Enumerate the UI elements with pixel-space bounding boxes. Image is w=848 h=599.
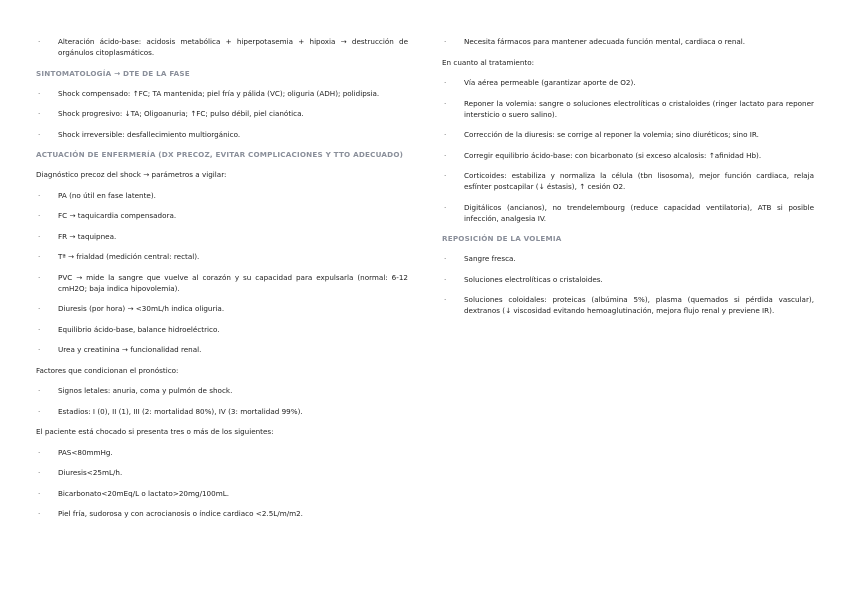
bullet-dot-icon: · xyxy=(38,88,41,98)
bullet-dot-icon: · xyxy=(444,78,447,87)
bullet-text: Alteración ácido-base: acidosis metabólica + hiperpotasemia + hipoxia → destrucción de orgánulos citoplasmáticos. xyxy=(58,37,408,57)
bullet-item xyxy=(442,170,814,192)
left-column xyxy=(36,36,408,529)
bullet-dot-icon: · xyxy=(38,37,41,46)
bullet-text: Shock progresivo: ↓TA; Oligoanuria; ↑FC; pulso débil, piel cianótica. xyxy=(58,109,304,118)
bullet-text: FR → taquipnea. xyxy=(58,231,117,241)
bullet-text: Corticoides: estabiliza y normaliza la célula (tbn lisosoma), mejor función cardiaca, relaja esfínter postcapilar (↓ éstasis), ↑ cesión O2. xyxy=(464,171,814,191)
bullet-text: Reponer la volemia: sangre o soluciones electrolíticas o cristaloides (ringer lactato para reponer intersticio o suero salino). xyxy=(464,98,814,119)
bullet-dot-icon: · xyxy=(38,252,41,261)
bullet-text: Sangre fresca. xyxy=(464,254,516,263)
bullet-dot-icon: · xyxy=(38,211,41,220)
bullet-text: Piel fría, sudorosa y con acrocianosis o índice cardiaco <2.5L/m/m2. xyxy=(58,509,303,518)
bullet-dot-icon: · xyxy=(38,447,41,457)
bullet-item xyxy=(36,251,408,262)
paragraph: Diagnóstico precoz del shock → parámetros a vigilar: xyxy=(36,170,227,179)
bullet-item xyxy=(36,129,408,140)
bullet-item xyxy=(36,488,408,499)
bullet-dot-icon: · xyxy=(444,130,447,139)
paragraph: El paciente está chocado si presenta tres o más de los siguientes: xyxy=(36,427,274,436)
bullet-item xyxy=(36,385,408,396)
bullet-text: Soluciones electrolíticas o cristaloides. xyxy=(464,274,603,284)
bullet-item xyxy=(36,272,408,294)
bullet-text: Equilibrio ácido-base, balance hidroeléctrico. xyxy=(58,324,220,334)
bullet-item xyxy=(36,467,408,478)
paragraph: Factores que condicionan el pronóstico: xyxy=(36,365,179,375)
bullet-item xyxy=(442,294,814,316)
bullet-item xyxy=(36,508,408,519)
bullet-text: PAS<80mmHg. xyxy=(58,447,113,457)
bullet-text: PVC → mide la sangre que vuelve al corazón y su capacidad para expulsarla (normal: 6-12 cmH2O; baja indica hipovolemia). xyxy=(58,272,408,293)
bullet-text: Diuresis<25mL/h. xyxy=(58,468,123,477)
bullet-dot-icon: · xyxy=(444,37,447,46)
bullet-text: FC → taquicardia compensadora. xyxy=(58,211,177,220)
bullet-text: Estadios: I (0), II (1), III (2: mortalidad 80%), IV (3: mortalidad 99%). xyxy=(58,406,303,416)
bullet-dot-icon: · xyxy=(38,304,41,313)
bullet-text: Corrección de la diuresis: se corrige al reponer la volemia; sino diuréticos; sino IR. xyxy=(464,130,759,139)
paragraph: En cuanto al tratamiento: xyxy=(442,57,535,67)
bullet-item xyxy=(442,36,814,47)
bullet-dot-icon: · xyxy=(38,231,41,241)
bullet-dot-icon: · xyxy=(444,202,447,212)
bullet-item xyxy=(442,77,814,88)
bullet-dot-icon: · xyxy=(38,406,41,416)
section-heading: SINTOMATOLOGÍA → DTE DE LA FASE xyxy=(36,68,190,78)
bullet-dot-icon: · xyxy=(444,295,447,304)
bullet-text: Bicarbonato<20mEq/L o lactato>20mg/100mL. xyxy=(58,488,229,498)
bullet-item xyxy=(36,344,408,355)
bullet-dot-icon: · xyxy=(38,190,41,200)
bullet-item xyxy=(36,406,408,417)
bullet-text: Shock compensado: ↑FC; TA mantenida; piel fría y pálida (VC); oliguria (ADH); polidipsia. xyxy=(58,88,380,98)
bullet-text: Signos letales: anuria, coma y pulmón de shock. xyxy=(58,386,233,395)
bullet-item xyxy=(442,98,814,120)
bullet-item xyxy=(36,36,408,58)
right-column xyxy=(442,36,814,326)
bullet-text: Urea y creatinina → funcionalidad renal. xyxy=(58,345,202,354)
bullet-item xyxy=(442,129,814,140)
bullet-item xyxy=(36,190,408,201)
bullet-item xyxy=(442,202,814,224)
bullet-item xyxy=(442,274,814,285)
bullet-item xyxy=(442,150,814,161)
bullet-item xyxy=(442,253,814,264)
bullet-dot-icon: · xyxy=(38,488,41,498)
bullet-item xyxy=(36,324,408,335)
bullet-dot-icon: · xyxy=(38,109,41,118)
bullet-dot-icon: · xyxy=(444,98,447,108)
bullet-dot-icon: · xyxy=(38,324,41,334)
bullet-item xyxy=(36,108,408,119)
bullet-dot-icon: · xyxy=(38,272,41,282)
bullet-dot-icon: · xyxy=(38,509,41,518)
section-heading: ACTUACIÓN DE ENFERMERÍA (DX PRECOZ, EVITAR COMPLICACIONES Y TTO ADECUADO) xyxy=(36,150,404,159)
bullet-dot-icon: · xyxy=(444,254,447,263)
section-heading: REPOSICIÓN DE LA VOLEMIA xyxy=(442,234,562,243)
bullet-text: Shock irreversible: desfallecimiento multiorgánico. xyxy=(58,129,241,139)
bullet-text: Digitálicos (ancianos), no trendelembourg (reduce capacidad ventilatoria), ATB si posible infección, analgesia IV. xyxy=(464,202,814,223)
bullet-dot-icon: · xyxy=(38,129,41,139)
bullet-dot-icon: · xyxy=(38,386,41,395)
bullet-dot-icon: · xyxy=(38,468,41,477)
bullet-dot-icon: · xyxy=(444,274,447,284)
bullet-text: Vía aérea permeable (garantizar aporte de O2). xyxy=(464,78,636,87)
bullet-item xyxy=(36,88,408,99)
bullet-item xyxy=(36,303,408,314)
bullet-text: Soluciones coloidales: proteicas (albúmina 5%), plasma (quemados si pérdida vascular), dextranos (↓ viscosidad evitando hemoaglutinación, mejora flujo renal y previene IR). xyxy=(464,295,814,315)
bullet-text: Necesita fármacos para mantener adecuada función mental, cardiaca o renal. xyxy=(464,37,746,46)
bullet-text: Tª → frialdad (medición central: rectal). xyxy=(58,252,200,261)
bullet-item xyxy=(36,231,408,242)
bullet-dot-icon: · xyxy=(38,345,41,354)
bullet-text: Diuresis (por hora) → <30mL/h indica oliguria. xyxy=(58,304,225,313)
bullet-item xyxy=(36,210,408,221)
bullet-text: PA (no útil en fase latente). xyxy=(58,190,156,200)
bullet-dot-icon: · xyxy=(444,150,447,160)
bullet-text: Corregir equilibrio ácido-base: con bicarbonato (si exceso alcalosis: ↑afinidad Hb). xyxy=(464,150,762,160)
bullet-item xyxy=(36,447,408,458)
bullet-dot-icon: · xyxy=(444,171,447,180)
